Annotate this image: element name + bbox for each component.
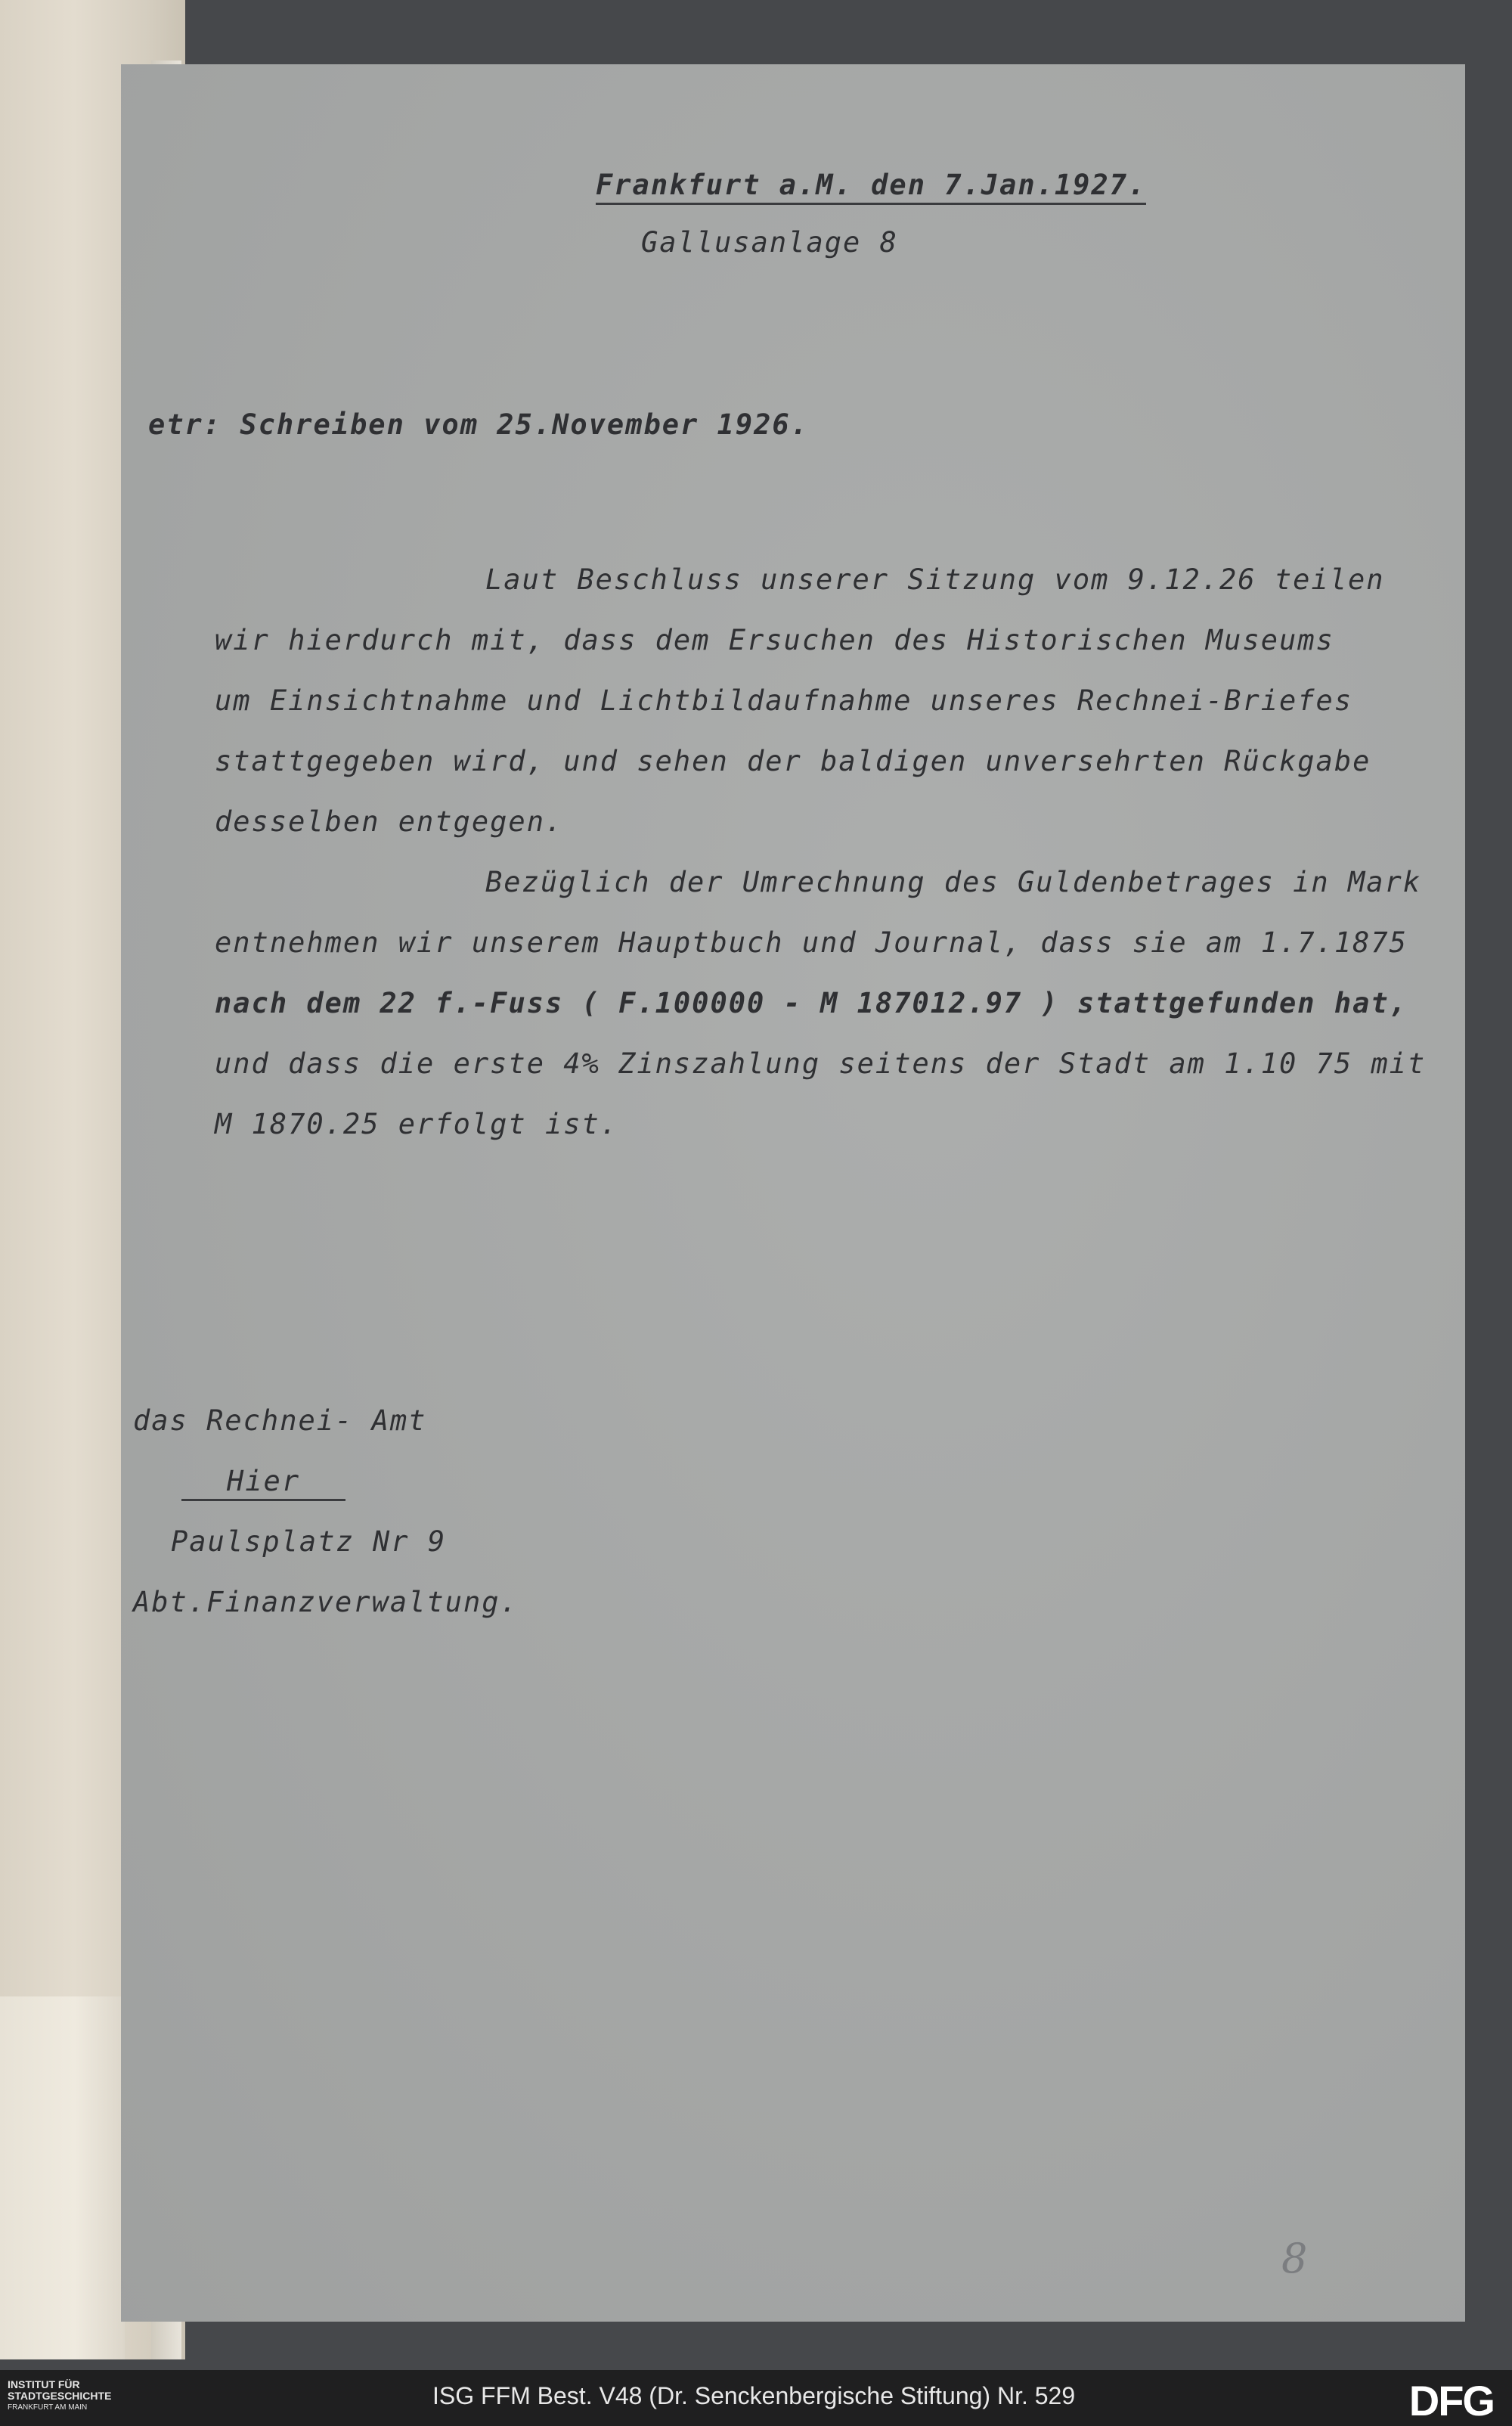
body-line-6: Bezüglich der Umrechnung des Guldenbetrages in Mark — [485, 866, 1422, 898]
sender-address: Gallusanlage 8 — [641, 226, 898, 259]
dfg-logo: DFG — [1408, 2377, 1494, 2424]
place-date: Frankfurt a.M. den 7.Jan.1927. — [596, 169, 1146, 205]
body-line-1: Laut Beschluss unserer Sitzung vom 9.12.26 teilen — [485, 563, 1385, 596]
archive-caption: ISG FFM Best. V48 (Dr. Senckenbergische Stiftung) Nr. 529 — [432, 2382, 1076, 2409]
body-line-8: nach dem 22 f.-Fuss ( F.100000 - M 187012.97 ) stattgefunden hat, — [215, 987, 1408, 1019]
recipient-line-3: Paulsplatz Nr 9 — [171, 1525, 447, 1558]
recipient-line-4: Abt.Finanzverwaltung. — [133, 1586, 519, 1618]
body-line-10: M 1870.25 erfolgt ist. — [215, 1108, 619, 1140]
recipient-line-2: Hier — [181, 1465, 345, 1501]
underlying-page-edge-lower — [0, 1996, 125, 2359]
body-line-7: entnehmen wir unserem Hauptbuch und Journal, dass sie am 1.7.1875 — [215, 926, 1408, 959]
recipient-line-1: das Rechnei- Amt — [133, 1404, 427, 1437]
body-line-5: desselben entgegen. — [215, 805, 564, 838]
body-line-2: wir hierdurch mit, dass dem Ersuchen des Historischen Museums — [215, 624, 1334, 656]
institution-logo: INSTITUT FÜR STADTGESCHICHTE FRANKFURT AM MAIN — [8, 2378, 112, 2412]
body-line-9: und dass die erste 4% Zinszahlung seitens der Stadt am 1.10 75 mit — [215, 1047, 1427, 1080]
subject-line: etr: Schreiben vom 25.November 1926. — [148, 408, 809, 441]
pencil-page-number: 8 — [1281, 2235, 1308, 2282]
archive-footer — [0, 2370, 1512, 2426]
body-line-4: stattgegeben wird, und sehen der baldigen unversehrten Rückgabe — [215, 745, 1371, 777]
body-line-3: um Einsichtnahme und Lichtbildaufnahme unseres Rechnei-Briefes — [215, 684, 1353, 717]
letter-sheet — [121, 64, 1465, 2322]
